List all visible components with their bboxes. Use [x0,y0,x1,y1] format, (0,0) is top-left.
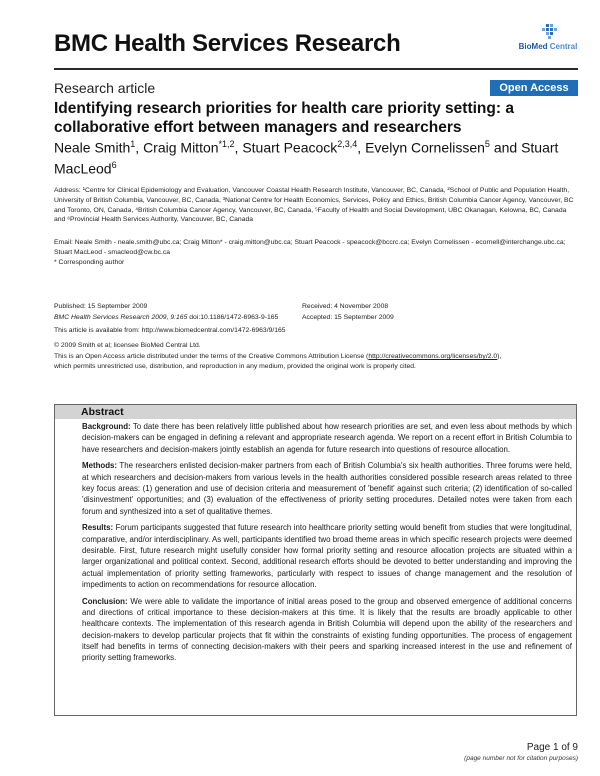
author-affiliation: 6 [111,159,117,170]
abstract-methods: Methods: The researchers enlisted decision-maker partners from each of British Columbia's six health authorities. Three forums were held, at which researchers and decision-makers from various levels in the health authorities considered possible research areas related to three key focus areas: (1) generation and use of decision criteria and measurement of 'benefit' against such criteria; (2) identification of so-called 'disinvestment' opportunities; and (3) evaluation of the effectiveness of priority setting procedures. Detailed notes were taken from each forum and synthesized into a set of qualitative themes. [82,461,572,516]
journal-title: BMC Health Services Research [54,30,401,57]
article-url[interactable]: This article is available from: http://www.biomedcentral.com/1472-6963/9/165 [54,327,286,334]
citation: BMC Health Services Research 2009, 9:165 [54,314,188,321]
author-affiliation: 5 [484,139,490,149]
accepted-date: Accepted: 15 September 2009 [302,314,394,321]
page-number: Page 1 of 9 [526,742,578,753]
author-affiliation: 2,3,4 [337,139,358,149]
publisher-name: BioMed Central [518,42,578,51]
author-name: Stuart MacLeod [54,139,559,177]
license-text: This is an Open Access article distributed under the terms of the Creative Commons Attribution License (http://creativecommons.org/licenses/by/2.0), [54,353,502,360]
received-date: Received: 4 November 2008 [302,303,389,310]
license-text-continued: which permits unrestricted use, distribution, and reproduction in any medium, provided the original work is properly cited. [54,363,416,370]
copyright: © 2009 Smith et al; licensee BioMed Central Ltd. [54,342,201,349]
author-name: Neale Smith [54,139,131,156]
open-access-badge: Open Access [490,80,578,96]
author-name: Stuart Peacock [242,139,338,156]
author-name: Craig Mitton [143,139,219,156]
header-rule [54,68,578,70]
published-date: Published: 15 September 2009 [54,303,148,310]
publisher-logo-icon [518,22,578,42]
article-type: Research article [54,80,156,96]
abstract-conclusion: Conclusion: We were able to validate the importance of initial areas posed to the group and observed emergence of additional concerns and directions of critical importance to these decision-makers at this time. It is likely that the results are broadly applicable to other healthcare contexts. The implementation of this research agenda in British Columbia will depend upon the ability of the researchers and decision-makers to develop particular projects that fit within the constraints of existing funding opportunities. The process of engagement itself had benefits in terms of connecting decision-makers with their peers and sparking increased interest in the use and refinement of priority setting frameworks. [82,596,572,663]
citation-line [54,313,294,323]
abstract-header [55,405,576,419]
doi: doi:10.1186/1472-6963-9-165 [189,314,279,321]
abstract-results: Results: Forum participants suggested that future research into healthcare priority setting would benefit from studies that were longitudinal, comparative, and/or interdisciplinary. As well, participants identified two broad theme areas in which specific research projects were deemed desirable. First, future research might usefully consider how formal priority setting and resource allocation projects are situated within a larger organizational and political context. Second, additional research efforts should be devoted to better understanding and improving the actual implementation of priority setting frameworks, particularly with respect to issues of change management and the resolution of impediments to action on recommendations for resource allocation. [82,523,572,589]
author-name: Evelyn Cornelissen [365,139,485,156]
abstract-heading: Abstract [81,406,124,418]
abstract-box [54,404,577,716]
author-affiliation: 1 [130,139,136,149]
abstract-body [82,421,572,669]
corresponding-author-note: * Corresponding author [54,259,125,266]
article-title: Identifying research priorities for health care priority setting: a collaborative effort between managers and researchers [54,100,514,136]
author-emails: Email: Neale Smith - neale.smith@ubc.ca; Craig Mitton* - craig.mitton@ubc.ca; Stuart Peacock - speacock@bccrc.ca; Evelyn Cornelissen - ecornell@interchange.ubc.ca; Stuart MacLeod - smacleod@cw.bc.ca [54,239,566,256]
author-list: Neale Smith$^1$, Craig Mitton$^{*1,2}$, Stuart Peacock$^{2,3,4}$, Evelyn Cornelissen$^5$ and Stuart MacLeod$^6$ [54,139,559,177]
page-number-note: (page number not for citation purposes) [464,755,578,762]
affiliations: Address: ¹Centre for Clinical Epidemiology and Evaluation, Vancouver Coastal Health Research Institute, Vancouver, BC, Canada, ²School of Public and Population Health, University of British Columbia, Vancouver, BC, Canada, ³National Centre for Health Economics, Services, Policy and Ethics, British Columbia Cancer Agency, Vancouver, BC and Toronto, ON, Canada, ⁴British Columbia Cancer Agency, Vancouver, BC, Canada, ⁵Faculty of Health and Social Development, UBC Okanagan, Kelowna, BC, Canada and ⁶Provincial Health Services Authority, Vancouver, BC, Canada [54,187,574,224]
license-link[interactable]: http://creativecommons.org/licenses/by/2.0 [368,353,498,360]
author-affiliation: *1,2 [218,139,235,149]
abstract-background: Background: To date there has been relatively little published about how research priorities are set, and even less about methods by which decision-makers can be engaged in defining a relevant and appropriate research agenda. We report on a recent effort in British Columbia to have researchers and decision-makers jointly establish an agenda for future research into questions of resource allocation. [82,422,572,454]
publisher-logo [518,22,578,56]
